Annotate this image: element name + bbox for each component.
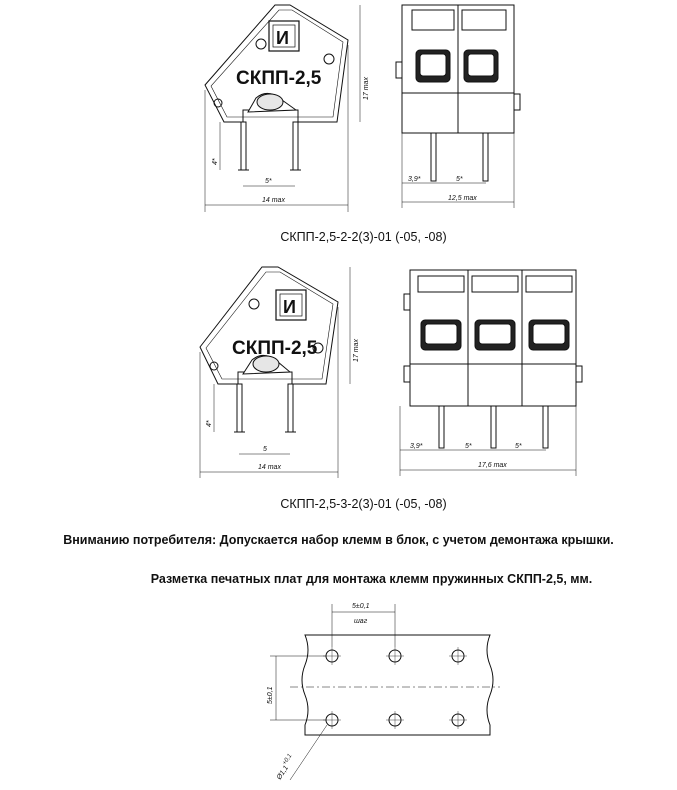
pin-left: [241, 122, 246, 170]
terminal-drawing-3pole: [0, 262, 677, 502]
svg-text:3,9*: 3,9*: [410, 443, 423, 450]
pcb-layout-title: Разметка печатных плат для монтажа клемм пружинных СКПП-2,5, мм.: [150, 572, 593, 586]
front-pin-2: [483, 133, 488, 181]
front-pin-3: [543, 406, 548, 448]
svg-text:5*: 5*: [515, 443, 522, 450]
logo-letter: И: [283, 297, 296, 317]
pitch-dimension: 5±0,1: [352, 603, 370, 610]
svg-text:17 max: 17 max: [353, 339, 360, 362]
hole-dimension: Ø1,1+0,1: [275, 753, 294, 782]
terminal-drawing-2pole: [0, 0, 677, 240]
model-label: СКПП-2,5: [232, 338, 318, 359]
svg-text:17,6 max: 17,6 max: [478, 462, 507, 469]
svg-text:3,9*: 3,9*: [408, 176, 421, 183]
row-dimension: 5±0,1: [267, 686, 274, 704]
svg-text:14 max: 14 max: [262, 197, 285, 204]
svg-text:12,5 max: 12,5 max: [448, 195, 477, 202]
pcb-hole-layout: [0, 590, 677, 790]
svg-text:17 max: 17 max: [363, 77, 370, 100]
caption-drawing-3pole: СКПП-2,5-3-2(3)-01 (-05, -08): [280, 497, 447, 511]
front-pin-1: [439, 406, 444, 448]
front-pin-1: [431, 133, 436, 181]
svg-text:4*: 4*: [212, 158, 219, 165]
pin-right: [288, 384, 293, 432]
svg-text:5*: 5*: [465, 443, 472, 450]
svg-text:5*: 5*: [456, 176, 463, 183]
pitch-word: шаг: [354, 618, 368, 625]
pcb-holes: [323, 647, 467, 729]
svg-text:5: 5: [263, 446, 267, 453]
pin-left: [237, 384, 242, 432]
consumer-notice: Вниманию потребителя: Допускается набор клемм в блок, с учетом демонтажа крышки.: [63, 533, 614, 547]
svg-text:4*: 4*: [206, 420, 213, 427]
front-pin-2: [491, 406, 496, 448]
svg-text:5*: 5*: [265, 178, 272, 185]
pin-right: [293, 122, 298, 170]
model-label: СКПП-2,5: [236, 68, 322, 89]
caption-drawing-2pole: СКПП-2,5-2-2(3)-01 (-05, -08): [280, 230, 447, 244]
svg-text:14 max: 14 max: [258, 464, 281, 471]
logo-letter: И: [276, 28, 289, 48]
